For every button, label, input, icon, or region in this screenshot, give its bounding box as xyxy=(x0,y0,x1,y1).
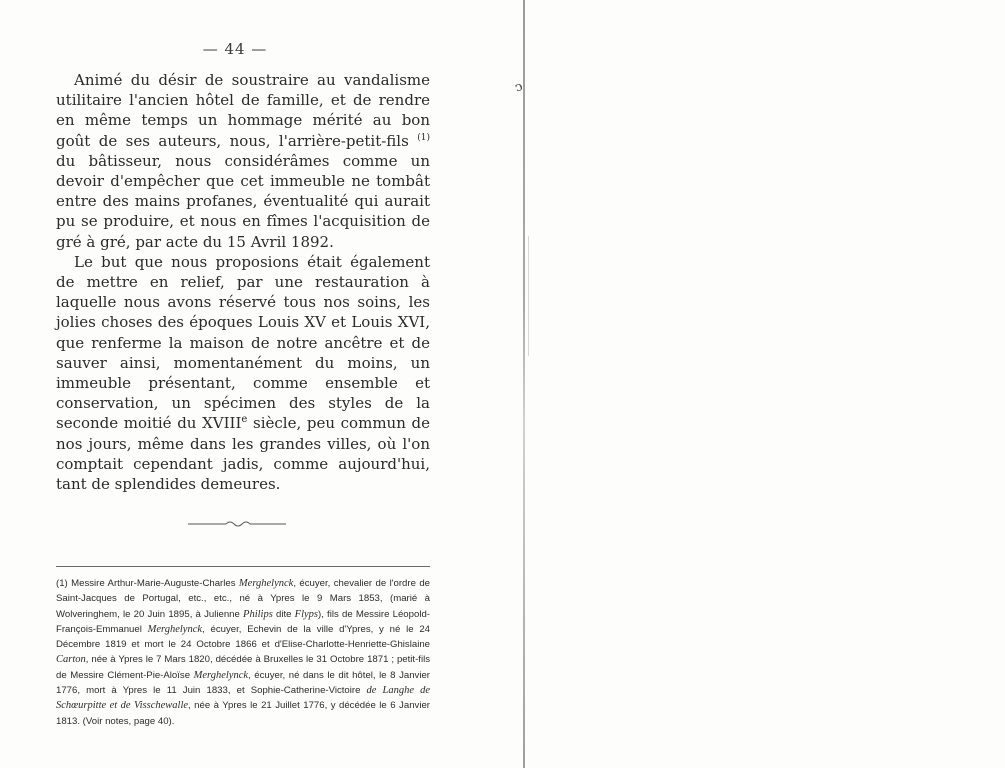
footnote-rule xyxy=(56,566,430,567)
footnote-reference: (1) xyxy=(417,132,430,143)
paragraph-2: Le but que nous proposions était également de mettre en relief, par une restauration à laquelle nous avons réservé tous nos soins, les jolies choses des époques Louis XV et Louis XVI, que renferme la maison de notre ancêtre et de sauver ainsi, momentanément du moins, un immeuble présentant, comme ensemble et conservation, un spécimen des styles de la seconde moitié du XVIIIe siècle, peu commun de nos jours, même dans les grandes villes, où l'on comptait cependant jadis, comme aujourd'hui, tant de splendides demeures. xyxy=(56,252,430,494)
book-gutter xyxy=(523,0,525,768)
footnote: (1) Messire Arthur-Marie-Auguste-Charles Merghelynck, écuyer, chevalier de l'ordre de Saint-Jacques de Portugal, etc., etc., né à Ypres le 9 Mars 1853, (marié à Wolveringhem, le 20 Juin 1895, à Julienne Philips dite Flyps), fils de Messire Léopold-François-Emmanuel Merghelynck, écuyer, Echevin de la ville d'Ypres, y né le 24 Décembre 1819 et mort le 24 Octobre 1866 et d'Elise-Charlotte-Henriette-Ghislaine Carton, née à Ypres le 7 Mars 1820, décédée à Bruxelles le 31 Octobre 1871 ; petit-fils de Messire Clément-Pie-Aloïse Merghelynck, écuyer, né dans le dit hôtel, le 8 Janvier 1776, mort à Ypres le 11 Juin 1833, et Sophie-Catherine-Victoire de Langhe de Schœurpitte et de Visschewalle, née à Ypres le 21 Juillet 1776, y décédée le 6 Janvier 1813. (Voir notes, page 40). xyxy=(56,578,430,727)
section-ornament xyxy=(188,517,286,531)
paragraph-1: Animé du désir de soustraire au vandalisme utilitaire l'ancien hôtel de famille, et de rendre en même temps un hommage mérité au bon goût de ses auteurs, nous, l'arrière-petit-fils $^{(1)}$ du bâtisseur, nous considérâmes comme un devoir d'empêcher que cet immeuble ne tombât entre des mains profanes, éventualité qui aurait pu se produire, et nous en fîmes l'acquisition de gré à gré, par acte du 15 Avril 1892. xyxy=(56,71,430,251)
page-number: — 44 — xyxy=(202,40,268,58)
right-page-edge xyxy=(528,236,529,356)
body-text xyxy=(56,70,430,494)
gutter-mark: ↄ xyxy=(512,79,525,96)
